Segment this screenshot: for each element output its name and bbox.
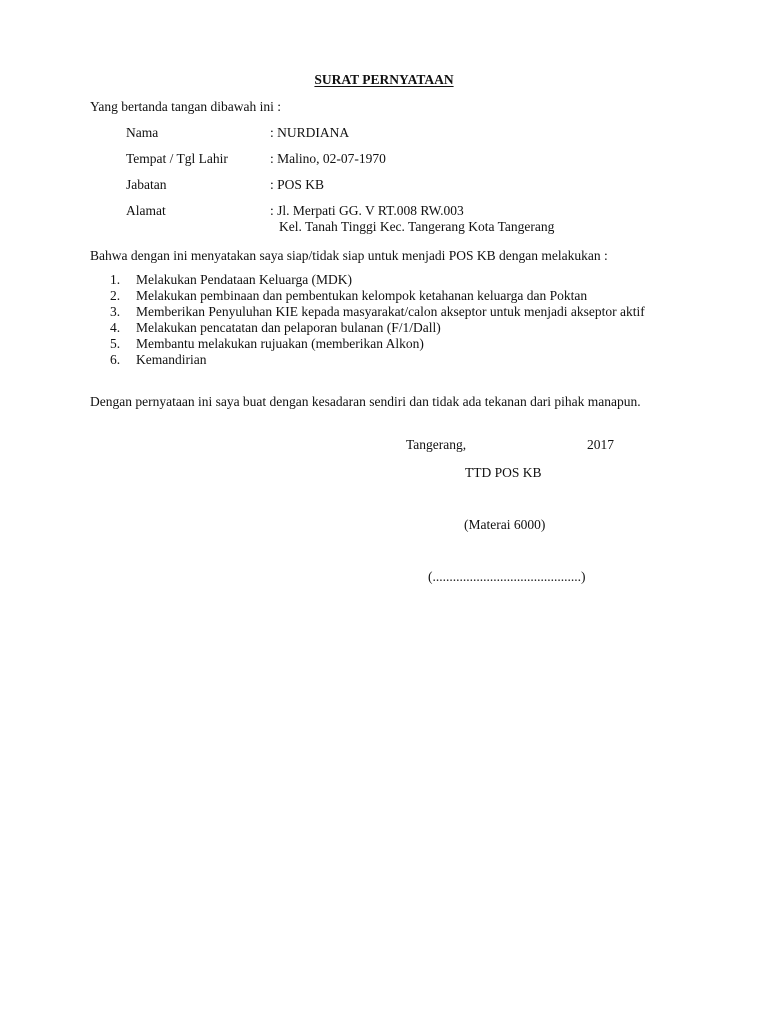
list-item-text: Melakukan pembinaan dan pembentukan kelompok ketahanan keluarga dan Poktan	[136, 288, 588, 303]
field-value-tempat-tgl-lahir: : Malino, 02-07-1970	[270, 151, 386, 166]
field-label-tempat-tgl-lahir: Tempat / Tgl Lahir	[126, 151, 228, 166]
list-item-number: 6.	[110, 352, 121, 367]
field-value-alamat-line2: Kel. Tanah Tinggi Kec. Tangerang Kota Tangerang	[279, 219, 555, 234]
signature-ttd-label: TTD POS KB	[465, 465, 542, 480]
document-title: SURAT PERNYATAAN	[314, 72, 454, 87]
field-label-nama: Nama	[126, 125, 159, 140]
field-value-alamat: : Jl. Merpati GG. V RT.008 RW.003	[270, 203, 464, 218]
list-item-number: 2.	[110, 288, 121, 303]
list-item	[110, 272, 680, 288]
field-label-jabatan: Jabatan	[126, 177, 167, 192]
list-item	[110, 336, 680, 352]
signature-name-line: (............................................)	[428, 569, 586, 584]
list-item-number: 3.	[110, 304, 121, 319]
intro-text: Yang bertanda tangan dibawah ini :	[90, 99, 281, 114]
duty-list	[110, 272, 680, 368]
list-item-text: Melakukan pencatatan dan pelaporan bulanan (F/1/Dall)	[136, 320, 441, 335]
list-item-number: 1.	[110, 272, 121, 287]
list-item-number: 5.	[110, 336, 121, 351]
list-item-text: Memberikan Penyuluhan KIE kepada masyarakat/calon akseptor untuk menjadi akseptor aktif	[136, 304, 645, 319]
field-value-nama: : NURDIANA	[270, 125, 350, 140]
statement-text: Bahwa dengan ini menyatakan saya siap/tidak siap untuk menjadi POS KB dengan melakukan :	[90, 248, 608, 263]
closing-text: Dengan pernyataan ini saya buat dengan kesadaran sendiri dan tidak ada tekanan dari pihak manapun.	[90, 394, 641, 409]
list-item	[110, 320, 680, 336]
field-label-alamat: Alamat	[126, 203, 166, 218]
list-item	[110, 288, 680, 304]
field-value-jabatan: : POS KB	[270, 177, 325, 192]
list-item-text: Melakukan Pendataan Keluarga (MDK)	[136, 272, 353, 287]
list-item	[110, 304, 680, 320]
signature-year: 2017	[587, 437, 614, 452]
materai-label: (Materai 6000)	[464, 517, 546, 532]
signature-place: Tangerang,	[406, 437, 467, 452]
list-item	[110, 352, 680, 368]
list-item-text: Kemandirian	[136, 352, 207, 367]
list-item-text: Membantu melakukan rujuakan (memberikan Alkon)	[136, 336, 424, 351]
list-item-number: 4.	[110, 320, 121, 335]
